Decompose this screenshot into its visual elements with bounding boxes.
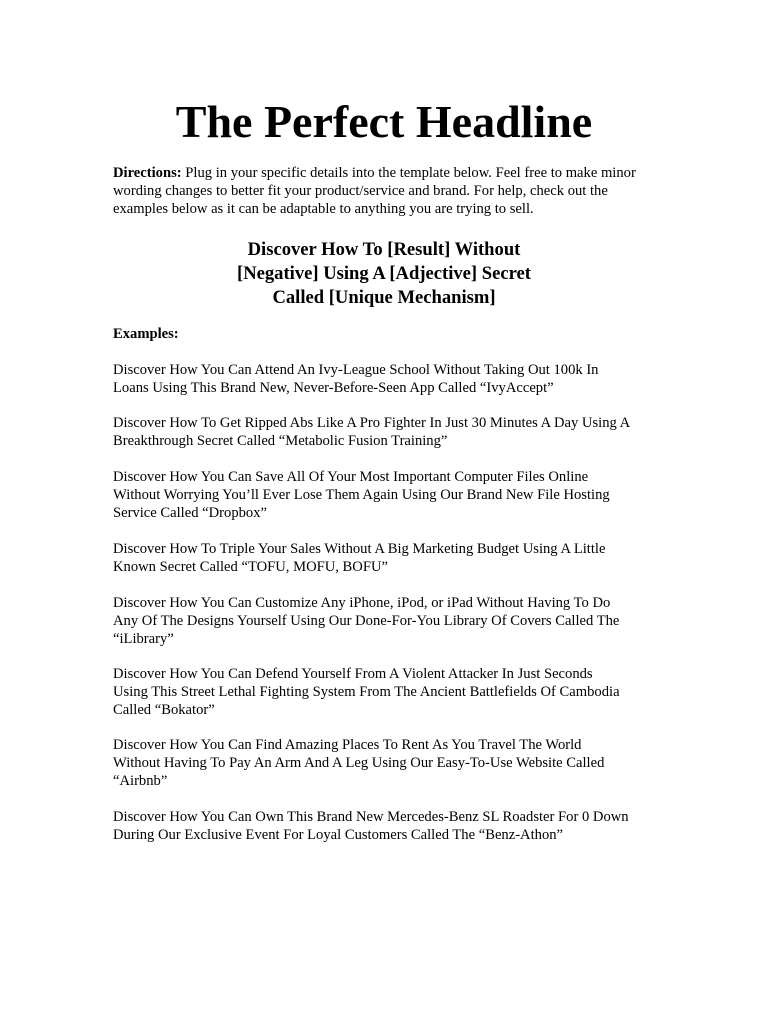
directions-line-2: wording changes to better fit your product/service and brand. For help, check out the	[113, 183, 608, 199]
example-8	[113, 808, 668, 844]
example-line: Any Of The Designs Yourself Using Our Done-For-You Library Of Covers Called The	[113, 613, 620, 629]
headline-template	[0, 238, 768, 310]
example-line: Service Called “Dropbox”	[113, 505, 267, 521]
example-line: Discover How To Get Ripped Abs Like A Pro Fighter In Just 30 Minutes A Day Using A	[113, 415, 631, 431]
example-line: Called “Bokator”	[113, 702, 215, 718]
template-line-2: [Negative] Using A [Adjective] Secret	[237, 263, 531, 284]
example-7	[113, 736, 668, 790]
example-line: During Our Exclusive Event For Loyal Customers Called The “Benz-Athon”	[113, 827, 564, 843]
examples-heading: Examples:	[113, 326, 179, 342]
example-line: Discover How To Triple Your Sales Without A Big Marketing Budget Using A Little	[113, 541, 606, 557]
example-5	[113, 594, 668, 648]
example-line: Discover How You Can Own This Brand New Mercedes-Benz SL Roadster For 0 Down	[113, 809, 629, 825]
example-4	[113, 540, 668, 576]
example-line: Known Secret Called “TOFU, MOFU, BOFU”	[113, 559, 388, 575]
directions-label: Directions:	[113, 165, 182, 181]
directions-line-3: examples below as it can be adaptable to anything you are trying to sell.	[113, 201, 534, 217]
directions-paragraph	[113, 164, 663, 218]
example-line: Discover How You Can Defend Yourself From A Violent Attacker In Just Seconds	[113, 666, 593, 682]
example-line: Discover How You Can Customize Any iPhone, iPod, or iPad Without Having To Do	[113, 595, 611, 611]
template-line-3: Called [Unique Mechanism]	[272, 287, 496, 308]
example-6	[113, 665, 668, 719]
example-2	[113, 414, 668, 450]
example-3	[113, 468, 668, 522]
example-line: Discover How You Can Find Amazing Places To Rent As You Travel The World	[113, 737, 582, 753]
example-1	[113, 361, 668, 397]
example-line: Without Worrying You’ll Ever Lose Them Again Using Our Brand New File Hosting	[113, 487, 610, 503]
example-line: “iLibrary”	[113, 631, 174, 647]
page-title: The Perfect Headline	[175, 96, 593, 147]
example-line: Discover How You Can Attend An Ivy-League School Without Taking Out 100k In	[113, 362, 599, 378]
directions-line-1: Plug in your specific details into the template below. Feel free to make minor	[181, 165, 636, 181]
example-line: Discover How You Can Save All Of Your Most Important Computer Files Online	[113, 469, 589, 485]
example-line: Loans Using This Brand New, Never-Before-Seen App Called “IvyAccept”	[113, 380, 554, 396]
template-line-1: Discover How To [Result] Without	[247, 239, 521, 260]
example-line: Breakthrough Secret Called “Metabolic Fusion Training”	[113, 433, 448, 449]
example-line: “Airbnb”	[113, 773, 168, 789]
example-line: Without Having To Pay An Arm And A Leg Using Our Easy-To-Use Website Called	[113, 755, 605, 771]
example-line: Using This Street Lethal Fighting System From The Ancient Battlefields Of Cambodia	[113, 684, 620, 700]
